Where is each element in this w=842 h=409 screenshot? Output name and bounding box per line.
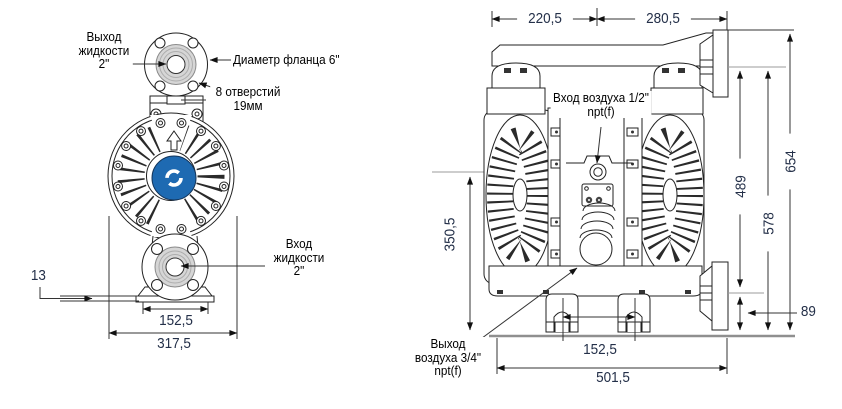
dim-center-to-flange: 280,5 — [635, 11, 691, 26]
dim-left-to-center: 220,5 — [517, 11, 573, 26]
dim-front-feet-spacing: 152,5 — [148, 313, 204, 328]
outlet-pipe-top — [492, 33, 713, 66]
bolt-holes-label: 8 отверстий 19мм — [210, 85, 286, 112]
air-inlet-label: Вход воздуха 1/2" npt(f) — [551, 91, 652, 118]
outlet-fluid-label: Выход жидкости 2" — [75, 30, 133, 71]
front-view-drawing — [40, 33, 265, 339]
dim-flange-to-flange: 489 — [734, 159, 749, 215]
left-chamber — [484, 108, 566, 284]
air-outlet-label: Выход воздуха 3/4" npt(f) — [410, 337, 486, 378]
dim-side-feet-spacing: 152,5 — [572, 342, 628, 357]
graco-logo-circle — [152, 156, 196, 200]
bottom-manifold — [489, 266, 702, 296]
feet-side — [546, 294, 650, 332]
inlet-flange — [142, 234, 208, 300]
air-inlet-port — [590, 164, 606, 180]
dim-flange-cl-to-ground: 578 — [762, 196, 777, 252]
flange-diameter-label: Диаметр фланца 6" — [233, 52, 340, 67]
dim-overall-length: 501,5 — [585, 370, 641, 385]
inlet-fluid-label: Вход жидкости 2" — [270, 237, 328, 278]
pump-body-front — [108, 113, 234, 239]
dim-outlet-cl-to-ground: 89 — [800, 304, 825, 319]
dim-overall-width: 317,5 — [146, 336, 202, 351]
dim-pump-cl-to-ground: 350,5 — [443, 207, 458, 263]
dim-overall-height: 654 — [784, 134, 799, 190]
discharge-flange-side — [700, 30, 786, 97]
right-chamber — [624, 108, 704, 284]
dim-base-plate: 13 — [30, 268, 55, 283]
suction-flange-side — [700, 262, 764, 330]
